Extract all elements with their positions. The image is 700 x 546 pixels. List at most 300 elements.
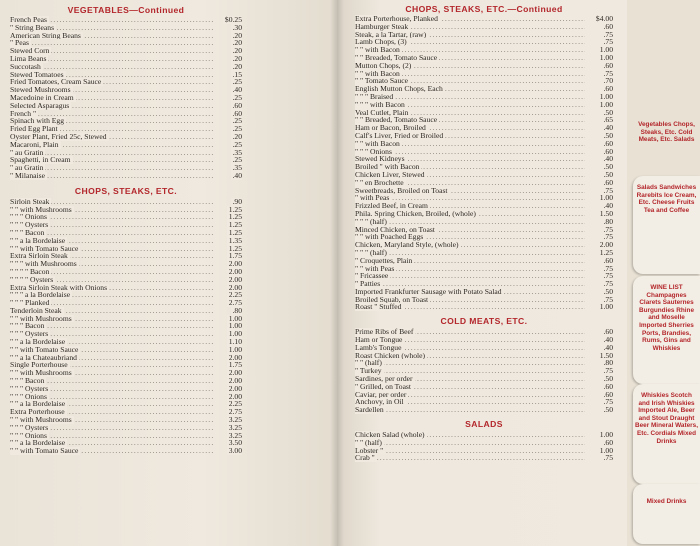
menu-item <box>10 252 242 260</box>
menu-item <box>355 272 613 280</box>
menu-item-price: 1.25 <box>228 221 242 229</box>
menu-item <box>355 132 613 140</box>
menu-item-price: 2.00 <box>228 260 242 268</box>
menu-item-name: " " " Oysters <box>10 423 49 432</box>
menu-item-name: " " " " Bacon <box>10 267 50 276</box>
menu-item-name: Caviar, per order <box>355 390 407 399</box>
menu-item <box>355 280 613 288</box>
menu-item-price: .20 <box>232 132 242 141</box>
menu-item <box>355 15 613 23</box>
menu-item <box>10 276 242 284</box>
menu-item <box>10 102 242 110</box>
menu-item-price: .50 <box>603 375 613 383</box>
menu-item-price: 1.25 <box>228 205 242 214</box>
menu-item-price: .50 <box>603 170 613 179</box>
menu-item-price: 1.50 <box>599 209 613 218</box>
menu-item-price: 2.75 <box>228 299 242 307</box>
tab-vegetables[interactable]: Vegetables Chops, Steaks, Etc. Cold Meats, Etc. Salads <box>638 121 695 144</box>
menu-item <box>10 24 242 32</box>
menu-item-name: " " with Poached Eggs <box>355 233 424 242</box>
menu-item-name: " " with Tomato Sauce <box>10 345 79 354</box>
menu-item <box>355 391 613 399</box>
menu-item-price: .40 <box>603 124 613 132</box>
menu-item-price: 1.25 <box>228 213 242 222</box>
menu-item <box>355 454 613 462</box>
menu-item-price: .35 <box>232 148 242 157</box>
menu-item <box>10 149 242 157</box>
menu-item-price: .75 <box>603 233 613 242</box>
menu-item-price: 1.00 <box>228 322 242 331</box>
menu-item <box>10 400 242 408</box>
tab-whiskies[interactable]: Whiskies Scotch and Irish Whiskies Imported Ale, Beer and Stout Draught Beer Mineral Waters, Etc. Cordials Mixed Drinks <box>633 384 700 484</box>
menu-item <box>355 218 613 226</box>
menu-item-name: Selected Asparagus <box>10 101 70 110</box>
menu-item-price: 2.00 <box>228 353 242 362</box>
menu-item-name: Lima Beans <box>10 54 47 63</box>
menu-item <box>10 172 242 180</box>
menu-item-name: Anchovy, in Oil <box>355 398 404 407</box>
menu-item <box>10 39 242 47</box>
left-column <box>10 4 242 455</box>
menu-item <box>10 71 242 79</box>
menu-item-price: .60 <box>603 256 613 265</box>
menu-item-name: English Mutton Chops, Each <box>355 85 443 93</box>
chops-list-left <box>10 198 242 455</box>
menu-item-name: " " " Bacon <box>10 228 45 237</box>
menu-item-price: .75 <box>603 38 613 47</box>
menu-item <box>10 117 242 125</box>
menu-item-name: " " with Mushrooms <box>10 205 72 214</box>
menu-item-price: .60 <box>603 438 613 447</box>
menu-item <box>10 94 242 102</box>
menu-item-name: Roast Chicken (whole) <box>355 351 426 360</box>
menu-item-price: .50 <box>603 131 613 140</box>
menu-item-name: " Grilled, on Toast <box>355 382 411 391</box>
tab-salads[interactable]: Salads Sandwiches Rarebits Ice Cream, Etc. Cheese Fruits Tea and Coffee <box>633 176 700 274</box>
menu-item-price: .75 <box>603 69 613 78</box>
menu-item-price: 1.25 <box>599 248 613 257</box>
menu-item-price: .20 <box>232 54 242 63</box>
menu-item-name: " " " with Mushrooms <box>10 260 77 268</box>
menu-item <box>355 383 613 391</box>
menu-item-price: 3.25 <box>228 423 242 432</box>
menu-item <box>10 432 242 440</box>
menu-item-name: Spinach with Egg <box>10 117 64 126</box>
menu-item-price: 2.00 <box>228 377 242 385</box>
menu-item-name: Broiled Squab, on Toast <box>355 295 429 304</box>
menu-item-price: .50 <box>603 406 613 415</box>
menu-item-name: " " " (half) <box>355 217 387 226</box>
menu-item-price: 1.00 <box>599 92 613 101</box>
menu-item-price: .75 <box>603 295 613 304</box>
menu-item <box>355 46 613 54</box>
menu-item-price: .65 <box>603 116 613 125</box>
menu-item-name: " " " (half) <box>355 248 387 257</box>
menu-item-price: 3.25 <box>228 431 242 440</box>
menu-item <box>10 291 242 299</box>
menu-item-price: .60 <box>603 382 613 391</box>
menu-item <box>355 148 613 156</box>
menu-item-price: .20 <box>232 62 242 71</box>
menu-item-name: French Peas <box>10 16 47 24</box>
menu-item <box>10 206 242 214</box>
menu-item-price: 2.00 <box>228 275 242 284</box>
menu-item <box>10 346 242 354</box>
menu-item-name: " with Peas <box>355 194 390 203</box>
leader-dots <box>355 406 585 414</box>
menu-item-price: .60 <box>603 85 613 93</box>
menu-item-price: 1.25 <box>228 228 242 237</box>
menu-item-price: .80 <box>603 359 613 368</box>
menu-item-price: .40 <box>603 202 613 210</box>
menu-item-price: 3.50 <box>228 439 242 448</box>
menu-item <box>10 307 242 315</box>
menu-item-name: " " " Braised <box>355 92 394 101</box>
menu-item-price: 1.00 <box>599 194 613 203</box>
menu-item-name: " " (half) <box>355 438 382 447</box>
menu-item-name: " " with Bacon <box>355 139 400 148</box>
menu-item <box>355 62 613 70</box>
menu-item <box>355 367 613 375</box>
menu-item-name: " Fricassee <box>355 272 389 281</box>
menu-item <box>10 447 242 455</box>
tab-wine-list[interactable]: WINE LIST Champagnes Clarets Sauternes Burgundies Rhine and Moselle Imported Sherries Ports, Brandies, Rums, Gins and Whiskies <box>633 276 700 384</box>
menu-item-name: Ham or Tongue <box>355 336 403 344</box>
chops-list-right <box>355 15 613 311</box>
menu-item <box>10 110 242 118</box>
menu-item-name: " " " Oysters <box>10 221 49 229</box>
menu-item <box>10 63 242 71</box>
leader-dots <box>355 218 585 226</box>
menu-item-name: Steak, a la Tartar, (raw) <box>355 30 427 39</box>
menu-item-name: Minced Chicken, on Toast <box>355 225 435 234</box>
menu-item-price: 1.00 <box>599 100 613 109</box>
menu-item <box>355 23 613 31</box>
menu-item-name: " Croquettes, Plain <box>355 256 413 265</box>
menu-item <box>10 221 242 229</box>
menu-item-price: .60 <box>603 328 613 337</box>
menu-item-name: Tenderloin Steak <box>10 306 62 315</box>
menu-item-name: " " with Mushrooms <box>10 369 72 378</box>
menu-item <box>10 361 242 369</box>
menu-item-name: Lobster " <box>355 446 384 455</box>
leader-dots <box>355 249 585 257</box>
menu-item <box>355 303 613 311</box>
menu-item-name: " " a la Bordelaise <box>10 400 66 409</box>
menu-item-price: .40 <box>232 171 242 180</box>
right-column <box>355 3 613 462</box>
menu-item <box>355 54 613 62</box>
menu-item-name: Chicken Liver, Stewed <box>355 170 425 179</box>
menu-item-price: .75 <box>603 454 613 463</box>
menu-item-name: Stewed Kidneys <box>355 155 405 164</box>
menu-item-name: " " " Oysters <box>10 330 49 339</box>
menu-item <box>355 431 613 439</box>
menu-item-name: " " a la Bordelaise <box>10 439 66 448</box>
menu-item-price: .50 <box>603 108 613 117</box>
menu-item <box>355 406 613 414</box>
menu-item-price: .75 <box>603 186 613 195</box>
menu-item-price: 1.00 <box>228 330 242 339</box>
menu-item <box>355 257 613 265</box>
vegetables-list <box>10 16 242 180</box>
menu-item <box>10 299 242 307</box>
menu-item <box>355 140 613 148</box>
menu-item <box>10 156 242 164</box>
menu-item-name: Chicken Salad (whole) <box>355 431 425 439</box>
menu-item-price: .25 <box>232 125 242 133</box>
menu-item-price: 3.00 <box>228 447 242 456</box>
menu-item <box>10 237 242 245</box>
menu-item <box>10 424 242 432</box>
menu-item <box>10 408 242 416</box>
menu-item <box>10 322 242 330</box>
menu-item-name: Frizzled Beef, in Cream <box>355 202 428 210</box>
menu-item-name: " " a la Bordelaise <box>10 236 66 245</box>
menu-item-name: Calf's Liver, Fried or Broiled <box>355 131 444 140</box>
menu-item-name: Extra Sirloin Steak <box>10 252 68 261</box>
menu-item-name: Prime Ribs of Beef <box>355 328 414 337</box>
menu-item-name: American String Beans <box>10 31 81 40</box>
menu-item-price: .75 <box>603 280 613 288</box>
leader-dots <box>355 280 585 288</box>
leader-dots <box>355 454 585 462</box>
menu-item <box>355 398 613 406</box>
menu-item <box>355 439 613 447</box>
menu-item-name: Lamb's Tongue <box>355 343 402 352</box>
menu-item-price: 1.50 <box>599 351 613 360</box>
menu-item-price: .60 <box>603 139 613 148</box>
menu-item-name: " Peas <box>10 39 29 48</box>
menu-item <box>355 85 613 93</box>
leader-dots <box>10 39 214 47</box>
menu-item-price: 1.75 <box>228 361 242 370</box>
menu-item-name: Single Porterhouse <box>10 361 68 370</box>
menu-item-name: Phila. Spring Chicken, Broiled, (whole) <box>355 209 476 218</box>
menu-item <box>10 416 242 424</box>
menu-item-name: Broiled " with Bacon <box>355 163 420 171</box>
menu-item-price: .25 <box>232 140 242 149</box>
menu-item <box>355 233 613 241</box>
menu-item-price: .80 <box>603 217 613 226</box>
menu-item <box>10 245 242 253</box>
menu-item <box>10 260 242 268</box>
menu-item-price: .50 <box>603 287 613 296</box>
menu-item-price: 2.75 <box>228 408 242 417</box>
menu-item <box>355 226 613 234</box>
menu-item-price: 2.25 <box>228 291 242 300</box>
leader-dots <box>355 439 585 447</box>
menu-item-name: Macedoine in Cream <box>10 93 74 102</box>
menu-item-price: 1.10 <box>228 338 242 346</box>
menu-item-price: .40 <box>603 155 613 164</box>
menu-item-name: Lamb Chops, (3) <box>355 38 407 47</box>
menu-item-name: " String Beans <box>10 23 55 32</box>
menu-item-price: 2.00 <box>228 267 242 276</box>
menu-item-name: Imported Frankfurter Sausage with Potato Salad <box>355 287 502 296</box>
menu-item <box>355 210 613 218</box>
menu-item-name: " " " " Oysters <box>10 275 54 284</box>
menu-item <box>355 241 613 249</box>
leader-dots <box>355 359 585 367</box>
menu-item-price: .30 <box>232 23 242 32</box>
menu-item-price: .70 <box>603 77 613 86</box>
salads-list <box>355 431 613 462</box>
menu-item <box>10 55 242 63</box>
tab-mixed-drinks[interactable]: Mixed Drinks <box>633 484 700 544</box>
menu-item-name: " " with Bacon <box>355 69 400 78</box>
menu-item-name: " " a la Bordelaise <box>10 338 66 346</box>
menu-item <box>10 133 242 141</box>
menu-item-name: " au Gratin <box>10 164 44 172</box>
menu-item <box>355 31 613 39</box>
menu-item-price: 2.00 <box>228 369 242 378</box>
menu-item-price: 2.00 <box>228 384 242 393</box>
menu-item <box>10 385 242 393</box>
menu-item-name: " " Tomato Sauce <box>355 77 408 86</box>
menu-item-price: .25 <box>232 93 242 102</box>
menu-item-price: .20 <box>232 39 242 48</box>
menu-item-name: " " " Onions <box>355 147 392 156</box>
menu-item-price: .20 <box>232 47 242 55</box>
menu-item <box>355 352 613 360</box>
menu-item-name: Macaroni, Plain <box>10 140 59 149</box>
menu-item-price: .60 <box>603 390 613 399</box>
menu-item-price: .75 <box>603 264 613 273</box>
menu-item-price: .25 <box>232 78 242 87</box>
menu-item <box>355 70 613 78</box>
menu-item <box>355 38 613 46</box>
menu-item <box>10 439 242 447</box>
menu-item-price: 2.00 <box>599 241 613 249</box>
menu-item-name: " " Breaded, Tomato Sauce <box>355 116 438 125</box>
menu-item-price: .60 <box>603 147 613 156</box>
menu-item <box>10 377 242 385</box>
menu-item-price: .20 <box>232 31 242 40</box>
menu-item <box>355 187 613 195</box>
menu-item-price: 1.35 <box>228 236 242 245</box>
menu-item-name: " Turkey <box>355 367 382 376</box>
menu-item-price: .60 <box>603 178 613 187</box>
menu-item-name: " Milanaise <box>10 171 45 180</box>
menu-item <box>10 315 242 323</box>
menu-item <box>355 124 613 132</box>
menu-item <box>10 338 242 346</box>
menu-item-price: 1.00 <box>599 303 613 312</box>
menu-item-name: " " with Bacon <box>355 46 400 54</box>
menu-item-price: 1.00 <box>599 46 613 54</box>
menu-item-price: 1.00 <box>228 314 242 323</box>
menu-item <box>355 163 613 171</box>
leader-dots <box>355 367 585 375</box>
menu-item <box>355 344 613 352</box>
leader-dots <box>355 447 585 455</box>
menu-item-price: .40 <box>232 86 242 94</box>
menu-item <box>355 194 613 202</box>
menu-item <box>10 198 242 206</box>
menu-item-price: .25 <box>232 156 242 165</box>
menu-item <box>10 125 242 133</box>
menu-item-name: Sirloin Steak <box>10 197 50 206</box>
menu-item <box>355 265 613 273</box>
menu-item-name: Sweetbreads, Broiled on Toast <box>355 186 448 195</box>
menu-item-price: .75 <box>603 225 613 234</box>
menu-item <box>355 336 613 344</box>
leader-dots <box>10 110 214 118</box>
menu-item-price: 2.00 <box>228 283 242 292</box>
menu-item <box>10 268 242 276</box>
menu-item <box>355 375 613 383</box>
menu-item <box>355 249 613 257</box>
menu-item-name: " " with Peas <box>355 264 395 273</box>
menu-item-name: " " en Brochette <box>355 178 404 187</box>
menu-item <box>355 179 613 187</box>
menu-item-price: .75 <box>603 398 613 407</box>
menu-item <box>10 86 242 94</box>
menu-item <box>10 393 242 401</box>
menu-item-price: 1.75 <box>228 252 242 261</box>
menu-item <box>10 32 242 40</box>
menu-item <box>10 213 242 221</box>
menu-item-price: 1.00 <box>228 345 242 354</box>
menu-item-name: " " with Tomato Sauce <box>10 447 79 456</box>
menu-item-price: 2.00 <box>228 392 242 401</box>
menu-item <box>355 447 613 455</box>
menu-item-name: " " with Mushrooms <box>10 314 72 323</box>
menu-item-price: 3.25 <box>228 416 242 424</box>
menu-item-price: $4.00 <box>595 15 613 23</box>
menu-item-name: " " with Tomato Sauce <box>10 244 79 253</box>
menu-item-name: Chicken, Maryland Style, (whole) <box>355 241 459 249</box>
menu-item-name: " " " Onions <box>10 392 47 401</box>
menu-item-name: " " " a la Bordelaise <box>10 291 71 300</box>
menu-item-name: " " with Mushrooms <box>10 416 72 424</box>
menu-item-name: Mutton Chops, (2) <box>355 61 412 70</box>
menu-item-price: .50 <box>603 163 613 171</box>
section-heading-chops: CHOPS, STEAKS, ETC. <box>74 185 178 196</box>
menu-item-price: 1.00 <box>599 431 613 439</box>
menu-item-price: 1.00 <box>599 53 613 62</box>
menu-item-price: .25 <box>232 117 242 126</box>
section-heading-vegetables: VEGETABLES—Continued <box>67 5 185 15</box>
menu-item-name: Extra Porterhouse, Planked <box>355 15 438 23</box>
menu-item <box>10 354 242 362</box>
menu-item-price: .60 <box>232 101 242 110</box>
menu-item <box>10 369 242 377</box>
menu-item-price: 1.25 <box>228 244 242 253</box>
menu-item-price: .75 <box>603 272 613 281</box>
menu-item-price: .40 <box>603 336 613 344</box>
menu-item-name: " " " Onions <box>10 431 47 440</box>
menu-item-name: Sardellen <box>355 406 384 415</box>
menu-item <box>355 288 613 296</box>
book-gutter <box>330 0 344 546</box>
menu-item-price: 1.00 <box>599 446 613 455</box>
menu-item-name: Extra Sirloin Steak with Onions <box>10 283 108 292</box>
menu-item-name: " " " Bacon <box>10 377 45 385</box>
section-heading-cold-meats: COLD MEATS, ETC. <box>440 316 528 327</box>
menu-item <box>355 155 613 163</box>
index-tabs <box>627 0 700 546</box>
menu-item-name: " " " Planked <box>10 299 50 307</box>
menu-item-name: Ham or Bacon, Broiled <box>355 124 426 132</box>
menu-item-name: Succotash <box>10 62 41 71</box>
menu-item-price: .60 <box>603 61 613 70</box>
menu-item <box>355 359 613 367</box>
menu-item <box>10 16 242 24</box>
menu-item <box>355 202 613 210</box>
menu-item-name: " " " Oysters <box>10 384 49 393</box>
